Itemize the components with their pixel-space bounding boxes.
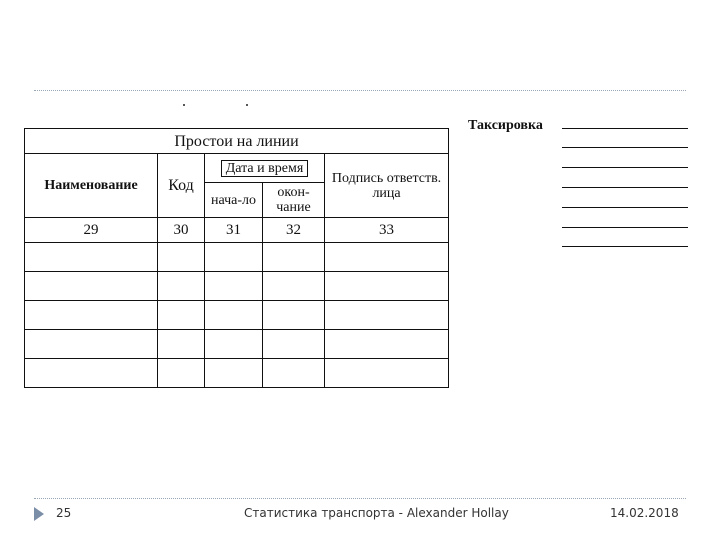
table-cell [325,272,449,301]
slide-arrow-icon [34,507,44,521]
column-number: 29 [25,218,158,243]
header-start: нача-ло [205,183,263,218]
table-cell [158,359,205,388]
table-row [25,243,449,272]
header-signature: Подпись ответств. лица [325,154,449,218]
table-cell [325,243,449,272]
scan-dot [246,104,248,106]
table-cell [263,359,325,388]
table-row [25,301,449,330]
taxing-line [562,246,688,247]
taxing-line [562,227,688,228]
header-datetime-cell [205,154,325,183]
table-cell [263,272,325,301]
taxing-line [562,187,688,188]
column-number: 30 [158,218,205,243]
footer-date: 14.02.2018 [610,506,679,520]
taxing-label: Таксировка [468,118,543,133]
header-row-1 [25,154,449,183]
table-cell [158,301,205,330]
table-row [25,272,449,301]
header-code: Код [158,154,205,218]
column-number: 32 [263,218,325,243]
table-cell [325,359,449,388]
table-cell [205,359,263,388]
header-end: окон-чание [263,183,325,218]
table-cell [158,272,205,301]
bottom-divider [34,498,686,499]
table-cell [25,272,158,301]
taxing-line [562,167,688,168]
column-number: 31 [205,218,263,243]
table-cell [205,330,263,359]
downtime-table [24,128,449,388]
table-cell [25,359,158,388]
table-cell [263,243,325,272]
table-title: Простои на линии [25,129,449,154]
table-cell [25,243,158,272]
table-cell [325,330,449,359]
table-row [25,330,449,359]
column-number: 33 [325,218,449,243]
table-cell [263,301,325,330]
taxing-line [562,128,688,129]
taxing-line [562,147,688,148]
taxing-line [562,207,688,208]
column-number-row [25,218,449,243]
table-cell [263,330,325,359]
footer-title: Статистика транспорта - Alexander Hollay [244,506,509,520]
table-cell [205,272,263,301]
table-cell [25,330,158,359]
table-cell [25,301,158,330]
table-title-row [25,129,449,154]
scan-dot [183,104,185,106]
header-name: Наименование [25,154,158,218]
table-cell [205,243,263,272]
header-datetime: Дата и время [221,160,309,177]
top-divider [34,90,686,91]
table-cell [325,301,449,330]
table-cell [158,243,205,272]
page-number: 25 [56,506,72,520]
table-row [25,359,449,388]
table-cell [205,301,263,330]
table-cell [158,330,205,359]
